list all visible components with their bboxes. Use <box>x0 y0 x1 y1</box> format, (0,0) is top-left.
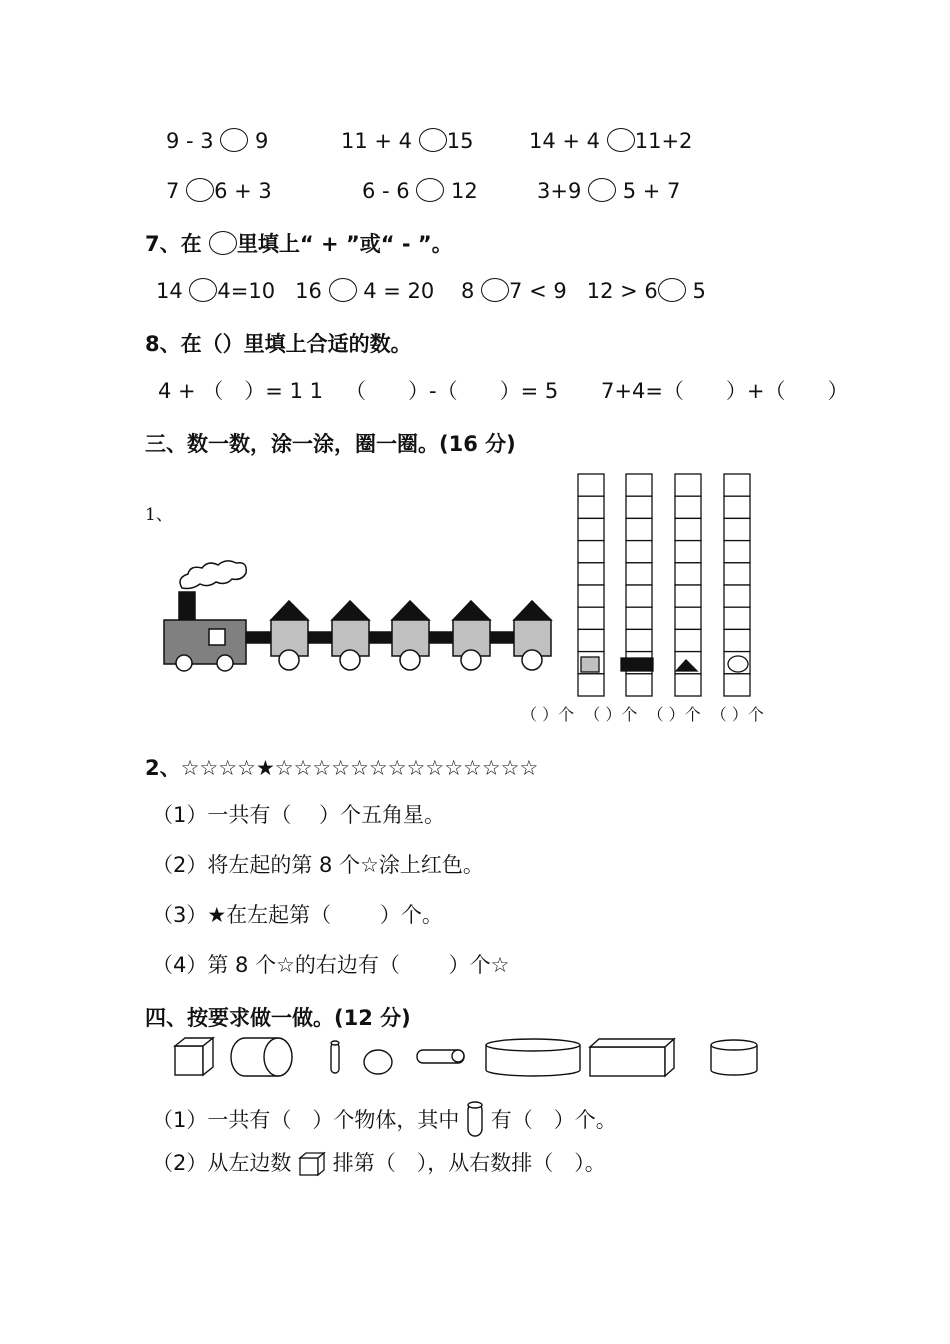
compare-left: 9 - 3 <box>166 129 214 153</box>
q2-prefix: （2）从左边数 <box>152 1151 292 1175</box>
cube-icon <box>175 1038 213 1075</box>
q8-item-3[interactable]: 7+4=（ ）+（ ） <box>601 379 849 403</box>
q8-item-2[interactable]: （ ）-（ ）= 5 <box>345 379 559 403</box>
blank-circle[interactable]: （ ）个 <box>710 705 764 724</box>
compare-left: 6 - 6 <box>362 179 410 203</box>
q7-right: 5 <box>692 279 706 303</box>
star-question-1: （1）一共有（ ）个五角星。 <box>152 803 446 827</box>
q2-suffix: 排第（ ），从右数排（ ）。 <box>332 1151 606 1175</box>
star-question-2: （2）将左起的第 8 个☆涂上红色。 <box>152 853 484 877</box>
compare-right: 11+2 <box>634 129 693 153</box>
stars-after: ☆☆☆☆☆☆☆☆☆☆☆☆☆☆ <box>274 756 539 780</box>
q7-title-suffix: 里填上“ + ”或“ - ”。 <box>236 232 453 256</box>
thin-cylinder-icon <box>331 1041 339 1073</box>
q1-prefix: （1）一共有（ ）个物体，其中 <box>152 1108 460 1132</box>
q7-left: 8 <box>460 279 475 303</box>
flat-cylinder-icon <box>486 1039 580 1076</box>
q7-left: 16 <box>295 279 322 303</box>
cuboid-icon <box>590 1039 674 1076</box>
compare-left: 14 + 4 <box>529 129 601 153</box>
section3-title: 三、数一数，涂一涂，圈一圈。(16 分) <box>145 432 516 456</box>
section4-title: 四、按要求做一做。(12 分) <box>145 1006 411 1030</box>
item2-label: 2、 <box>145 756 181 780</box>
compare-right: 6 + 3 <box>214 179 272 203</box>
compare-left: 11 + 4 <box>341 129 413 153</box>
short-cylinder-icon <box>711 1040 757 1075</box>
q7-left: 14 <box>156 279 183 303</box>
q1-suffix: 有（ ）个。 <box>490 1108 617 1132</box>
cube-icon <box>298 1150 326 1176</box>
star-filled-icon: ★ <box>255 756 275 780</box>
blank-square[interactable]: （ ）个 <box>521 705 575 724</box>
q7-right: 4 = 20 <box>363 279 435 303</box>
compare-right: 5 + 7 <box>622 179 681 203</box>
item1-label: 1、 <box>145 505 173 525</box>
compare-right: 9 <box>255 129 269 153</box>
compare-left: 7 <box>166 179 180 203</box>
blank-rectangle[interactable]: （ ）个 <box>584 705 638 724</box>
star-question-4: （4）第 8 个☆的右边有（ ）个☆ <box>152 953 510 977</box>
q7-right: 7 < 9 <box>509 279 567 303</box>
q7-left: 12 > 6 <box>586 279 658 303</box>
section4-q2 <box>152 1150 606 1176</box>
section4-q1 <box>152 1099 617 1139</box>
stars-before: ☆☆☆☆ <box>180 756 256 780</box>
compare-left: 3+9 <box>537 179 582 203</box>
blank-triangle[interactable]: （ ）个 <box>647 705 701 724</box>
q7-right: 4=10 <box>217 279 276 303</box>
horizontal-cylinder-icon <box>231 1038 292 1076</box>
compare-right: 15 <box>446 129 474 153</box>
q8-title: 8、在（）里填上合适的数。 <box>145 332 412 356</box>
thin-horizontal-cylinder-icon <box>417 1050 464 1063</box>
q7-title-prefix: 7、在 <box>145 232 202 256</box>
star-question-3: （3）★在左起第（ ）个。 <box>152 903 443 927</box>
q8-item-1[interactable]: 4 + （ ）= 1 1 <box>158 379 323 403</box>
compare-right: 12 <box>451 179 478 203</box>
sphere-icon <box>364 1050 392 1074</box>
cylinder-icon <box>466 1099 484 1139</box>
